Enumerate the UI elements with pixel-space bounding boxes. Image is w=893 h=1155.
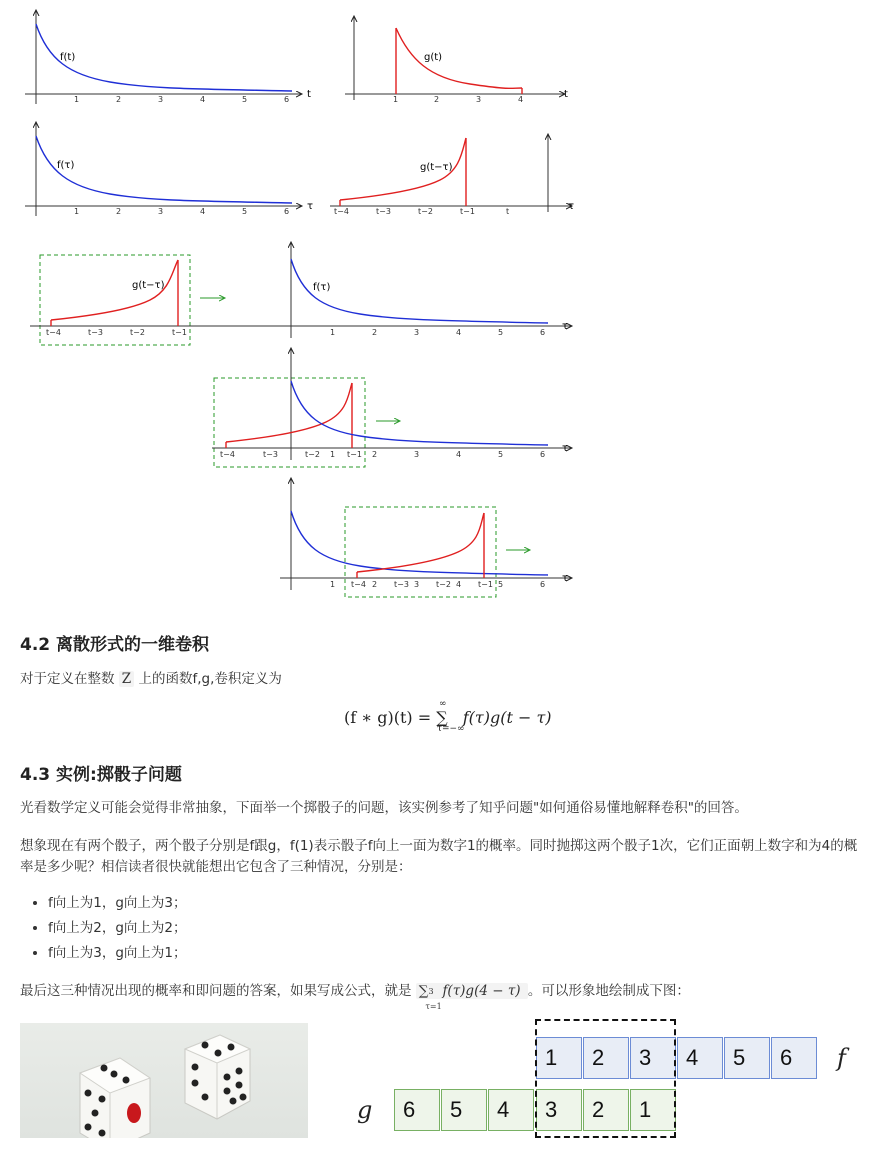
- tick: 2: [372, 580, 378, 589]
- tick: t−2: [418, 207, 433, 216]
- sum-sup: 3: [428, 987, 434, 996]
- tick: t: [506, 207, 510, 216]
- panel-slide-2: [212, 348, 572, 467]
- tick: t−1: [460, 207, 475, 216]
- tick: 6: [284, 207, 290, 216]
- g-cell: 6: [394, 1089, 440, 1131]
- axis-tau-label: τ: [307, 201, 314, 212]
- f-tau-label: f(τ): [313, 282, 331, 293]
- panel-slide-3: [280, 478, 572, 597]
- g-cell: 4: [488, 1089, 534, 1131]
- g-t-tau-label: g(t−τ): [420, 162, 453, 173]
- axis-t-label: t: [564, 89, 568, 100]
- tick: 5: [498, 580, 504, 589]
- section-42-heading: 4.2 离散形式的一维卷积: [20, 635, 210, 655]
- tick: t−4: [46, 328, 61, 337]
- tick: t−2: [130, 328, 145, 337]
- g-row-label: g: [357, 1096, 373, 1124]
- panel-g-t-tau: [330, 134, 574, 216]
- list-item: • f向上为1，g向上为3；: [48, 891, 187, 916]
- tick: 2: [372, 328, 378, 337]
- tick: 3: [414, 450, 420, 459]
- para3-text: 。可以形象地绘制成下图：: [527, 983, 690, 999]
- paragraph-3: [20, 981, 690, 1011]
- f-cell: 2: [583, 1037, 629, 1079]
- tick: 1: [330, 328, 336, 337]
- integer-set-symbol: Z: [119, 671, 134, 687]
- formula-sub: τ=−∞: [437, 724, 465, 734]
- tick: 1: [74, 95, 80, 104]
- tick: 4: [518, 95, 524, 104]
- sum-sub: τ=1: [425, 1002, 442, 1011]
- tick: 1: [393, 95, 399, 104]
- tick: t−1: [347, 450, 362, 459]
- axis-t-label: t: [307, 89, 311, 100]
- tick: 6: [540, 328, 546, 337]
- f-cell: 6: [771, 1037, 817, 1079]
- panel-f-t: [25, 10, 311, 104]
- tick: t−3: [88, 328, 103, 337]
- case-list: [20, 891, 187, 966]
- tick: 5: [498, 450, 504, 459]
- formula-sup: ∞: [439, 699, 447, 709]
- overlap-window: [535, 1019, 676, 1138]
- section-43-heading: 4.3 实例:掷骰子问题: [20, 765, 182, 785]
- section-42-intro: [20, 669, 282, 690]
- tick: 1: [330, 450, 336, 459]
- sum-expr: f(τ)g(4 − τ): [442, 983, 521, 999]
- tick: t−3: [263, 450, 278, 459]
- convolution-diagram: [0, 0, 600, 605]
- tick: 5: [242, 207, 248, 216]
- paragraph-2: 想象现在有两个骰子，两个骰子分别是f跟g，f(1)表示骰子f向上一面为数字1的概率。同时抛掷这两个骰子1次，它们正面朝上数字和为4的概率是多少呢？相信读者很快就能想出它包含了三种情况，分别是：: [20, 838, 858, 875]
- sum-symbol: ∑: [418, 983, 429, 999]
- panel-g-t: [345, 16, 568, 104]
- tick: 2: [116, 207, 122, 216]
- tick: t−3: [376, 207, 391, 216]
- tick: 6: [540, 580, 546, 589]
- dice-icon: [20, 1023, 308, 1138]
- g-cell: 5: [441, 1089, 487, 1131]
- tick: 2: [372, 450, 378, 459]
- axis-tau-label: τ: [568, 201, 575, 212]
- tick: 6: [284, 95, 290, 104]
- intro-text: 上的函数f,g,卷积定义为: [138, 671, 282, 687]
- g-cell: 1: [630, 1089, 676, 1131]
- tick: 3: [158, 95, 164, 104]
- f-cell: 3: [630, 1037, 676, 1079]
- g-cell: 2: [583, 1089, 629, 1131]
- tick: t−1: [478, 580, 493, 589]
- tick: t−2: [305, 450, 320, 459]
- tick: t−4: [220, 450, 235, 459]
- f-row-label: f: [837, 1044, 846, 1072]
- tick: 5: [242, 95, 248, 104]
- panel-f-tau: [25, 122, 313, 216]
- f-tau-label: f(τ): [57, 160, 75, 171]
- tick: 4: [200, 95, 206, 104]
- dice-photo: [20, 1023, 308, 1138]
- list-item: • f向上为2，g向上为2；: [48, 916, 187, 941]
- tick: 4: [456, 580, 462, 589]
- f-t-label: f(t): [60, 52, 76, 63]
- tick: 3: [476, 95, 482, 104]
- tick: t−3: [394, 580, 409, 589]
- tick: 2: [116, 95, 122, 104]
- tick: t−4: [351, 580, 366, 589]
- tick: 1: [74, 207, 80, 216]
- formula-rhs: f(τ)g(t − τ): [462, 708, 552, 727]
- tick: 4: [200, 207, 206, 216]
- g-cell: 3: [536, 1089, 582, 1131]
- axis-tau-label: τ: [562, 573, 569, 584]
- tick: t−4: [334, 207, 349, 216]
- intro-text: 对于定义在整数: [20, 671, 115, 687]
- tick: 3: [414, 580, 420, 589]
- tick: 4: [456, 328, 462, 337]
- tick: 5: [498, 328, 504, 337]
- tick: 1: [330, 580, 336, 589]
- g-t-label: g(t): [424, 52, 443, 63]
- tick: 3: [414, 328, 420, 337]
- tick: t−1: [172, 328, 187, 337]
- para3-text: 最后这三种情况出现的概率和即问题的答案，如果写成公式，就是: [20, 983, 412, 999]
- axis-tau-label: τ: [562, 321, 569, 332]
- f-cell: 4: [677, 1037, 723, 1079]
- axis-tau-label: τ: [562, 443, 569, 454]
- list-item: • f向上为3，g向上为1；: [48, 941, 187, 966]
- paragraph-1: 光看数学定义可能会觉得非常抽象，下面举一个掷骰子的问题，该实例参考了知乎问题"如何通俗易懂地解释卷积"的回答。: [20, 800, 748, 816]
- f-cell: 1: [536, 1037, 582, 1079]
- f-cell: 5: [724, 1037, 770, 1079]
- inline-sum-formula: [416, 983, 528, 1011]
- convolution-formula: [344, 699, 552, 734]
- g-t-tau-label: g(t−τ): [132, 280, 165, 291]
- tick: 3: [158, 207, 164, 216]
- tick: 6: [540, 450, 546, 459]
- tick: t−2: [436, 580, 451, 589]
- tick: 2: [434, 95, 440, 104]
- tick: 4: [456, 450, 462, 459]
- panel-slide-1: [30, 242, 572, 345]
- formula-lhs: (f ∗ g)(t) = ∑: [344, 708, 448, 727]
